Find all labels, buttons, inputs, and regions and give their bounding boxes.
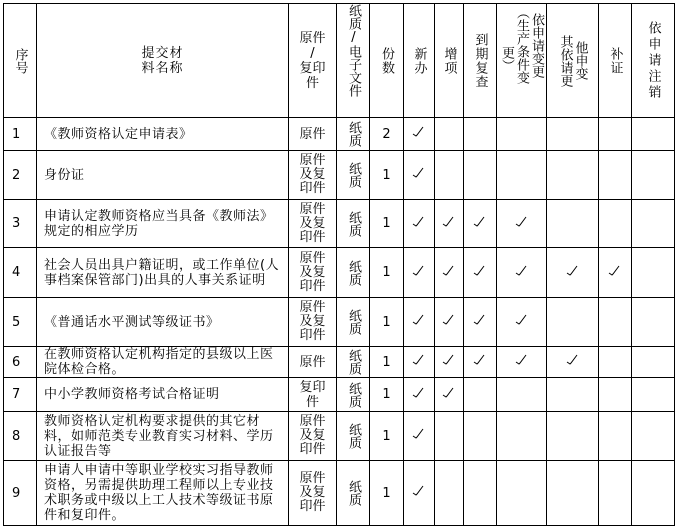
doc-type-line: 原件: [299, 354, 326, 370]
row-doc-type: [289, 200, 337, 248]
row-doc-type: [289, 378, 337, 412]
row-index: 1: [4, 118, 37, 151]
row-change-other: [547, 151, 599, 200]
medium-text: 纸质: [346, 309, 361, 335]
medium-text: 纸质: [346, 349, 361, 375]
checkmark-icon: [411, 353, 427, 367]
medium-text: 纸质: [346, 480, 361, 506]
doc-type-line: 原件: [299, 300, 326, 315]
header-original-copy-line2: /: [310, 45, 315, 61]
header-original-copy-line4: 件: [305, 75, 319, 91]
material-name-text: 《教师资格认定申请表》: [44, 126, 193, 142]
material-name-text: 社会人员出具户籍证明，或工作单位(人事档案保管部门)出具的人事关系证明: [44, 257, 280, 288]
table-row: [4, 118, 675, 151]
row-copies: [370, 200, 404, 248]
header-add-item: [435, 4, 464, 118]
row-change-other: [547, 412, 599, 461]
row-renewal: [464, 118, 497, 151]
checkmark-icon: [441, 264, 457, 278]
row-index: 4: [4, 248, 37, 298]
row-new: [404, 200, 435, 248]
doc-type-line: 原件: [299, 471, 326, 486]
doc-type-line: 印件: [299, 328, 326, 343]
row-material-name: [37, 298, 289, 347]
row-renewal: [464, 200, 497, 248]
row-doc-type: [289, 412, 337, 461]
table-row: [4, 378, 675, 412]
checkmark-icon: [472, 353, 488, 367]
submission-materials-table: [3, 3, 675, 526]
header-paper-electronic: [337, 4, 370, 118]
row-change-other: [547, 248, 599, 298]
table-row: [4, 347, 675, 378]
header-name-line1: 提交材: [141, 45, 184, 61]
row-material-name: [37, 461, 289, 526]
header-change-other: [547, 4, 599, 118]
header-change-production: [497, 4, 547, 118]
medium-text: 纸质: [346, 210, 361, 237]
header-new: [404, 4, 435, 118]
row-material-name: [37, 151, 289, 200]
header-change-production-col1: 依申请变更: [529, 12, 544, 78]
row-new: [404, 118, 435, 151]
checkmark-icon: [411, 427, 427, 441]
medium-text: 纸质: [346, 162, 361, 188]
doc-type-line: 印件: [299, 181, 326, 196]
row-add-item: [435, 151, 464, 200]
row-new: [404, 298, 435, 347]
doc-type-line: 印件: [299, 442, 326, 457]
copies-value: 1: [382, 167, 391, 183]
header-change-other-col2: 其依请更: [557, 34, 573, 87]
row-renewal: [464, 248, 497, 298]
row-change-production: [497, 298, 547, 347]
row-medium: [337, 461, 370, 526]
copies-value: 1: [382, 314, 391, 330]
row-add-item: [435, 461, 464, 526]
checkmark-icon: [441, 386, 457, 400]
row-doc-type: [289, 347, 337, 378]
doc-type-line: 及复: [299, 485, 326, 500]
row-reissue: [599, 118, 632, 151]
header-renewal-label: 到期复查: [472, 32, 488, 89]
row-renewal: [464, 378, 497, 412]
row-cancel: [632, 412, 675, 461]
doc-type-line: 原件: [299, 414, 326, 429]
row-change-production: [497, 378, 547, 412]
header-original-copy-line3: 复印: [299, 60, 326, 76]
header-renewal: [464, 4, 497, 118]
checkmark-icon: [565, 353, 581, 367]
row-new: [404, 151, 435, 200]
row-reissue: [599, 378, 632, 412]
table-row: [4, 298, 675, 347]
row-material-name: [37, 248, 289, 298]
copies-value: 1: [382, 265, 391, 280]
row-material-name: [37, 412, 289, 461]
header-original-copy: [289, 4, 337, 118]
row-change-production: [497, 461, 547, 526]
doc-type-line: 原件: [299, 153, 326, 168]
header-name-line2: 料名称: [141, 60, 184, 76]
row-change-production: [497, 412, 547, 461]
checkmark-icon: [607, 264, 623, 278]
row-new: [404, 347, 435, 378]
row-add-item: [435, 347, 464, 378]
row-new: [404, 378, 435, 412]
row-doc-type: [289, 298, 337, 347]
material-name-text: 申请认定教师资格应当具备《教师法》规定的相应学历: [44, 208, 274, 239]
header-paper-electronic-label: 纸质/电子文件: [346, 4, 361, 97]
row-copies: [370, 118, 404, 151]
row-cancel: [632, 151, 675, 200]
material-name-text: 身份证: [44, 167, 85, 183]
row-medium: [337, 151, 370, 200]
copies-value: 1: [382, 485, 391, 501]
material-name-text: 中小学教师资格考试合格证明: [44, 387, 220, 402]
row-material-name: [37, 200, 289, 248]
doc-type-line: 原件: [299, 201, 326, 217]
row-add-item: [435, 298, 464, 347]
row-new: [404, 461, 435, 526]
material-name-text: 《普通话水平测试等级证书》: [44, 314, 220, 330]
header-copies: [370, 4, 404, 118]
header-index: [4, 4, 37, 118]
row-doc-type: [289, 461, 337, 526]
row-doc-type: [289, 118, 337, 151]
doc-type-line: 件: [305, 394, 319, 410]
checkmark-icon: [514, 313, 530, 327]
row-index: 9: [4, 461, 37, 526]
medium-text: 纸质: [346, 259, 361, 286]
checkmark-icon: [411, 215, 427, 229]
header-change-production-wrap: [497, 4, 546, 84]
copies-value: 1: [382, 354, 391, 370]
row-cancel: [632, 461, 675, 526]
row-copies: [370, 347, 404, 378]
material-name-text: 申请人申请中等职业学校实习指导教师资格，另需提供助理工程师以上专业技术职务或中级以上工人技术等级证书原件和复印件。: [44, 463, 274, 523]
header-change-production-col2: （生产条件变: [514, 6, 529, 84]
checkmark-icon: [411, 386, 427, 400]
row-reissue: [599, 248, 632, 298]
row-change-production: [497, 248, 547, 298]
checkmark-icon: [411, 484, 427, 498]
row-new: [404, 248, 435, 298]
table-row: [4, 248, 675, 298]
material-name-text: 在教师资格认定机构指定的县级以上医院体检合格。: [44, 347, 274, 377]
doc-type-line: 及复: [299, 215, 326, 231]
row-add-item: [435, 200, 464, 248]
doc-type-line: 及复: [299, 314, 326, 329]
checkmark-icon: [472, 313, 488, 327]
row-cancel: [632, 118, 675, 151]
row-change-other: [547, 461, 599, 526]
row-renewal: [464, 347, 497, 378]
row-cancel: [632, 200, 675, 248]
row-material-name: [37, 347, 289, 378]
row-cancel: [632, 378, 675, 412]
row-reissue: [599, 298, 632, 347]
header-index-label: 序号: [12, 47, 28, 74]
doc-type-line: 印件: [299, 229, 326, 245]
header-copies-label: 份数: [379, 46, 394, 75]
row-change-other: [547, 118, 599, 151]
row-material-name: [37, 118, 289, 151]
row-copies: [370, 378, 404, 412]
checkmark-icon: [411, 313, 427, 327]
doc-type-line: 印件: [299, 499, 326, 514]
row-medium: [337, 347, 370, 378]
row-medium: [337, 378, 370, 412]
row-medium: [337, 412, 370, 461]
checkmark-icon: [441, 215, 457, 229]
row-renewal: [464, 461, 497, 526]
doc-type-line: 及复: [299, 264, 326, 280]
row-change-other: [547, 378, 599, 412]
row-copies: [370, 298, 404, 347]
header-original-copy-line1: 原件: [299, 30, 326, 46]
row-copies: [370, 248, 404, 298]
doc-type-line: 及复: [299, 428, 326, 443]
header-change-other-wrap: [547, 35, 598, 87]
copies-value: 1: [382, 428, 391, 444]
checkmark-icon: [514, 215, 530, 229]
header-cancel-label: 依申请注销: [645, 20, 661, 101]
copies-value: 1: [382, 387, 391, 402]
row-change-other: [547, 200, 599, 248]
row-renewal: [464, 151, 497, 200]
material-name-text: 教师资格认定机构要求提供的其它材料，如师范类专业教育实习材料、学历认证报告等: [44, 413, 274, 459]
row-reissue: [599, 151, 632, 200]
row-index: 8: [4, 412, 37, 461]
doc-type-line: 原件: [299, 250, 326, 266]
row-cancel: [632, 298, 675, 347]
row-renewal: [464, 298, 497, 347]
row-doc-type: [289, 248, 337, 298]
checkmark-icon: [441, 353, 457, 367]
header-change-production-col3: 更）: [499, 46, 514, 72]
row-reissue: [599, 200, 632, 248]
checkmark-icon: [411, 125, 427, 139]
checkmark-icon: [411, 166, 427, 180]
table-row: [4, 461, 675, 526]
row-add-item: [435, 118, 464, 151]
header-change-other-col1: 他申变: [572, 41, 588, 80]
checkmark-icon: [514, 353, 530, 367]
row-medium: [337, 298, 370, 347]
row-medium: [337, 118, 370, 151]
header-name: [37, 4, 289, 118]
row-change-other: [547, 298, 599, 347]
table-row: [4, 412, 675, 461]
doc-type-line: 原件: [299, 126, 326, 142]
row-change-production: [497, 118, 547, 151]
row-copies: [370, 461, 404, 526]
checkmark-icon: [472, 264, 488, 278]
row-renewal: [464, 412, 497, 461]
row-index: 5: [4, 298, 37, 347]
row-reissue: [599, 412, 632, 461]
header-add-item-label: 增项: [441, 46, 457, 75]
header-reissue-label: 补证: [607, 46, 623, 75]
row-cancel: [632, 248, 675, 298]
row-add-item: [435, 412, 464, 461]
row-change-production: [497, 347, 547, 378]
table-row: [4, 151, 675, 200]
copies-value: 2: [382, 126, 391, 142]
row-doc-type: [289, 151, 337, 200]
medium-text: 纸质: [346, 423, 361, 449]
row-material-name: [37, 378, 289, 412]
row-index: 2: [4, 151, 37, 200]
row-change-other: [547, 347, 599, 378]
row-add-item: [435, 378, 464, 412]
row-copies: [370, 412, 404, 461]
checkmark-icon: [514, 264, 530, 278]
doc-type-line: 复印: [299, 379, 326, 395]
medium-text: 纸质: [346, 381, 361, 408]
row-reissue: [599, 461, 632, 526]
header-reissue: [599, 4, 632, 118]
checkmark-icon: [472, 215, 488, 229]
checkmark-icon: [565, 264, 581, 278]
row-new: [404, 412, 435, 461]
row-index: 7: [4, 378, 37, 412]
row-medium: [337, 248, 370, 298]
row-medium: [337, 200, 370, 248]
row-index: 6: [4, 347, 37, 378]
checkmark-icon: [441, 313, 457, 327]
medium-text: 纸质: [346, 121, 361, 147]
row-copies: [370, 151, 404, 200]
header-cancel: [632, 4, 675, 118]
row-change-production: [497, 200, 547, 248]
row-cancel: [632, 347, 675, 378]
row-add-item: [435, 248, 464, 298]
header-row: [4, 4, 675, 118]
doc-type-line: 及复: [299, 167, 326, 182]
row-reissue: [599, 347, 632, 378]
checkmark-icon: [411, 264, 427, 278]
row-change-production: [497, 151, 547, 200]
table-row: [4, 200, 675, 248]
header-new-label: 新办: [411, 46, 427, 75]
copies-value: 1: [382, 216, 391, 231]
doc-type-line: 印件: [299, 278, 326, 294]
row-index: 3: [4, 200, 37, 248]
